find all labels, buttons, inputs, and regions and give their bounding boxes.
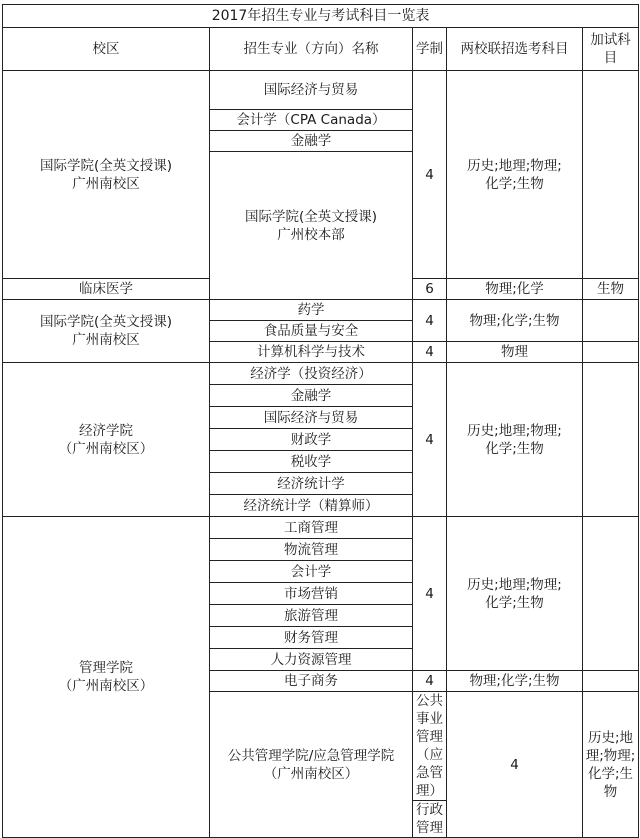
enrollment-table xyxy=(2,4,639,838)
years-cell: 4 xyxy=(413,71,447,279)
major-cell: 人力资源管理 xyxy=(210,649,413,671)
major-cell: 行政管理 xyxy=(413,801,447,838)
table-body xyxy=(3,5,639,838)
subjects-cell: 物理;化学;生物 xyxy=(447,671,583,692)
major-cell: 经济统计学 xyxy=(210,473,413,495)
school-cell: 管理学院 （广州南校区） xyxy=(3,517,210,838)
major-cell: 经济统计学（精算师） xyxy=(210,495,413,517)
school-cell: 国际学院(全英文授课) 广州南校区 xyxy=(3,300,210,363)
subjects-cell: 历史;地理;物理; 化学;生物 xyxy=(447,363,583,517)
extra-cell xyxy=(583,671,639,692)
major-cell: 工商管理 xyxy=(210,517,413,539)
school-cell: 国际学院(全英文授课) 广州南校区 xyxy=(3,71,210,279)
major-cell: 市场营销 xyxy=(210,583,413,605)
header-subjects: 两校联招选考科目 xyxy=(447,28,583,71)
years-cell: 4 xyxy=(413,671,447,692)
years-cell: 6 xyxy=(413,279,447,300)
major-cell: 临床医学 xyxy=(3,279,210,300)
major-cell: 国际经济与贸易 xyxy=(210,71,413,110)
major-cell: 金融学 xyxy=(210,131,413,152)
extra-cell xyxy=(583,300,639,342)
years-cell: 4 xyxy=(413,517,447,671)
table-row xyxy=(3,363,639,385)
major-cell: 国际经济与贸易 xyxy=(210,407,413,429)
header-years: 学制 xyxy=(413,28,447,71)
major-cell: 物流管理 xyxy=(210,539,413,561)
subjects-cell: 历史;地理;物理; 化学;生物 xyxy=(447,517,583,671)
title-row xyxy=(3,5,639,28)
extra-cell xyxy=(583,71,639,279)
header-extra: 加试科目 xyxy=(583,28,639,71)
major-cell: 税收学 xyxy=(210,451,413,473)
major-cell: 经济学（投资经济） xyxy=(210,363,413,385)
table-row xyxy=(3,517,639,539)
major-cell: 电子商务 xyxy=(210,671,413,692)
table-row xyxy=(3,300,639,321)
major-cell: 药学 xyxy=(210,300,413,321)
major-cell: 计算机科学与技术 xyxy=(210,342,413,363)
subjects-cell: 物理 xyxy=(447,342,583,363)
subjects-cell: 物理;化学 xyxy=(447,279,583,300)
years-cell: 4 xyxy=(413,300,447,342)
extra-cell xyxy=(583,342,639,363)
subjects-cell: 历史;地理;物理; 化学;生物 xyxy=(583,692,639,838)
school-cell: 公共管理学院/应急管理学院 （广州南校区） xyxy=(210,692,413,838)
years-cell: 4 xyxy=(413,342,447,363)
major-cell: 旅游管理 xyxy=(210,605,413,627)
major-cell: 公共事业管理（应急管理） xyxy=(413,692,447,801)
years-cell: 4 xyxy=(447,692,583,838)
major-cell: 食品质量与安全 xyxy=(210,321,413,342)
table-title: 2017年招生专业与考试科目一览表 xyxy=(3,5,639,28)
extra-cell xyxy=(583,517,639,671)
header-row xyxy=(3,28,639,71)
extra-cell: 生物 xyxy=(583,279,639,300)
major-cell: 财政学 xyxy=(210,429,413,451)
major-cell: 财务管理 xyxy=(210,627,413,649)
header-campus: 校区 xyxy=(3,28,210,71)
major-cell: 金融学 xyxy=(210,385,413,407)
major-cell: 会计学 xyxy=(210,561,413,583)
header-major: 招生专业（方向）名称 xyxy=(210,28,413,71)
extra-cell xyxy=(583,363,639,517)
major-cell: 会计学（CPA Canada） xyxy=(210,110,413,131)
subjects-cell: 物理;化学;生物 xyxy=(447,300,583,342)
school-cell: 经济学院 （广州南校区） xyxy=(3,363,210,517)
subjects-cell: 历史;地理;物理; 化学;生物 xyxy=(447,71,583,279)
table-row xyxy=(3,71,639,110)
school-cell: 国际学院(全英文授课) 广州校本部 xyxy=(210,152,413,300)
years-cell: 4 xyxy=(413,363,447,517)
